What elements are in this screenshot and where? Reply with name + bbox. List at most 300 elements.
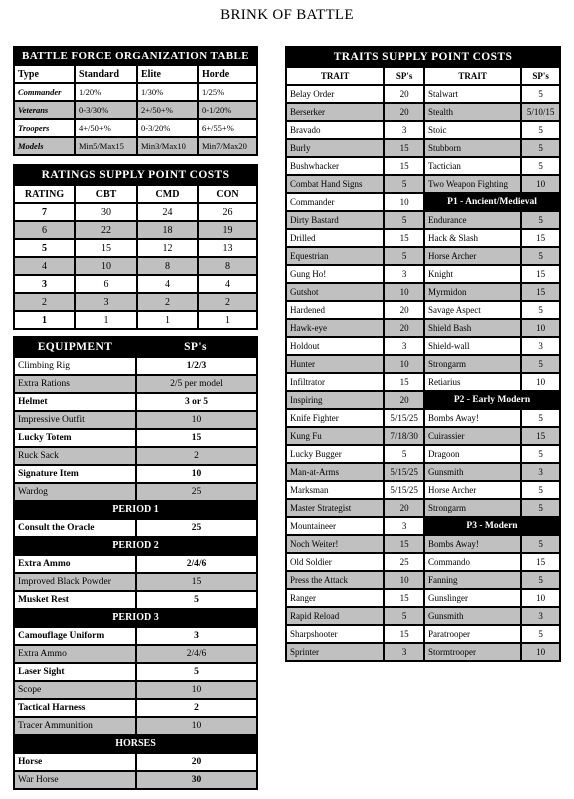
- trait-name: Sharpshooter: [287, 626, 383, 642]
- table-cell: 4: [199, 276, 256, 292]
- trait-cost: 20: [385, 104, 423, 120]
- table-row: [15, 664, 256, 680]
- equipment-name: Extra Ammo: [15, 646, 135, 662]
- equipment-name: Laser Sight: [15, 664, 135, 680]
- table-cell: Min7/Max20: [199, 138, 256, 154]
- equipment-name: Tactical Harness: [15, 700, 135, 716]
- equipment-table: [13, 336, 258, 790]
- table-row: [15, 574, 256, 590]
- table-cell: 18: [138, 222, 197, 238]
- trait-cost: 20: [385, 320, 423, 336]
- trait-name: Press the Attack: [287, 572, 383, 588]
- table-cell: 6: [76, 276, 136, 292]
- table-cell: 26: [199, 204, 256, 220]
- table-row: [15, 718, 256, 734]
- column-header: CON: [199, 186, 256, 202]
- trait-name: Equestrian: [287, 248, 383, 264]
- equipment-cost: 2/4/6: [137, 556, 256, 572]
- table-cell: 30: [76, 204, 136, 220]
- trait-name: Master Strategist: [287, 500, 383, 516]
- table-row: [15, 258, 256, 274]
- table-cell: 8: [199, 258, 256, 274]
- row-label: Troopers: [15, 120, 74, 136]
- traits-table: [285, 46, 561, 662]
- table-cell: 13: [199, 240, 256, 256]
- table-cell: 2: [138, 294, 197, 310]
- table-row: [15, 556, 256, 572]
- equipment-cost: 3: [137, 628, 256, 644]
- trait-name: Dirty Bastard: [287, 212, 383, 228]
- table-row: [15, 700, 256, 716]
- equipment-name: Wardog: [15, 484, 135, 500]
- table-row: [287, 500, 559, 516]
- trait-cost: 15: [385, 590, 423, 606]
- period-section-header: P3 - Modern: [425, 518, 559, 534]
- trait-name: Noch Weiter!: [287, 536, 383, 552]
- table-row: [287, 410, 559, 426]
- trait-cost: 5/10/15: [522, 104, 559, 120]
- equipment-cost: 15: [137, 430, 256, 446]
- equipment-cost: 5: [137, 664, 256, 680]
- trait-name: Stubborn: [425, 140, 520, 156]
- trait-name: Infiltrator: [287, 374, 383, 390]
- trait-cost: 15: [385, 536, 423, 552]
- trait-cost: 5: [385, 608, 423, 624]
- table-row: [287, 266, 559, 282]
- trait-cost: 20: [385, 392, 423, 408]
- trait-cost: 3: [522, 608, 559, 624]
- trait-name: Knight: [425, 266, 520, 282]
- trait-cost: 5: [522, 86, 559, 102]
- trait-cost: 5: [522, 626, 559, 642]
- table-row: [287, 320, 559, 336]
- table-row: [287, 356, 559, 372]
- rating-value: 4: [15, 258, 74, 274]
- trait-cost: 5/15/25: [385, 410, 423, 426]
- trait-cost: 20: [385, 86, 423, 102]
- table-row: [15, 466, 256, 482]
- table-row: [287, 338, 559, 354]
- equipment-cost: 1/2/3: [137, 358, 256, 374]
- trait-name: Hawk-eye: [287, 320, 383, 336]
- equipment-name: Improved Black Powder: [15, 574, 135, 590]
- table-row: [287, 392, 559, 408]
- equipment-cost: 2/4/6: [137, 646, 256, 662]
- table-cell: Min3/Max10: [138, 138, 197, 154]
- table-cell: 1/25%: [199, 84, 256, 100]
- trait-name: Stoic: [425, 122, 520, 138]
- equipment-column-header: EQUIPMENT: [37, 341, 113, 353]
- table-row: [15, 102, 256, 118]
- trait-name: Fanning: [425, 572, 520, 588]
- table-cell: 8: [138, 258, 197, 274]
- trait-cost: 3: [385, 338, 423, 354]
- trait-name: Commando: [425, 554, 520, 570]
- table-cell: 1: [138, 312, 197, 328]
- table-cell: 22: [76, 222, 136, 238]
- trait-cost: 20: [385, 500, 423, 516]
- table-row: [287, 446, 559, 462]
- trait-cost: 7/18/30: [385, 428, 423, 444]
- trait-cost: 5/15/25: [385, 482, 423, 498]
- table-cell: 0-1/20%: [199, 102, 256, 118]
- trait-cost: 15: [385, 140, 423, 156]
- trait-name: Stealth: [425, 104, 520, 120]
- trait-name: Retiarius: [425, 374, 520, 390]
- table-cell: 19: [199, 222, 256, 238]
- table-row: [15, 430, 256, 446]
- trait-name: Gunslinger: [425, 590, 520, 606]
- column-header: RATING: [15, 186, 74, 202]
- table-row: [15, 240, 256, 256]
- trait-name: Cuirassier: [425, 428, 520, 444]
- table-cell: 0-3/20%: [138, 120, 197, 136]
- column-header: Standard: [76, 66, 136, 82]
- rating-value: 1: [15, 312, 74, 328]
- equipment-cost: 2: [137, 448, 256, 464]
- organization-table: [13, 46, 258, 156]
- trait-cost: 5: [385, 176, 423, 192]
- table-row: [287, 212, 559, 228]
- table-row: [15, 358, 256, 374]
- trait-cost: 15: [522, 428, 559, 444]
- table-row: [287, 86, 559, 102]
- table-cell: 2+/50+%: [138, 102, 197, 118]
- trait-cost: 5: [522, 446, 559, 462]
- table-cell: 1/20%: [76, 84, 136, 100]
- row-label: Models: [15, 138, 74, 154]
- equipment-name: Helmet: [15, 394, 135, 410]
- table-row: [287, 248, 559, 264]
- trait-name: Strongarm: [425, 500, 520, 516]
- trait-name: Shield-wall: [425, 338, 520, 354]
- table-row: [287, 554, 559, 570]
- trait-name: Drilled: [287, 230, 383, 246]
- ratings-table-column-headers: [15, 186, 256, 202]
- trait-name: Burly: [287, 140, 383, 156]
- trait-name: Myrmidon: [425, 284, 520, 300]
- table-cell: 15: [76, 240, 136, 256]
- trait-cost: 3: [385, 122, 423, 138]
- trait-name: Old Soldier: [287, 554, 383, 570]
- trait-name: Dragoon: [425, 446, 520, 462]
- equipment-cost: 10: [137, 412, 256, 428]
- trait-name: Stormtrooper: [425, 644, 520, 660]
- section-header-period-2: PERIOD 2: [112, 540, 159, 551]
- trait-cost: 5: [385, 212, 423, 228]
- trait-cost: 5: [522, 248, 559, 264]
- equipment-cost: 2: [137, 700, 256, 716]
- table-row: [15, 628, 256, 644]
- rating-value: 7: [15, 204, 74, 220]
- trait-cost: 10: [385, 194, 423, 210]
- organization-table-header: BATTLE FORCE ORGANIZATION TABLE: [21, 50, 250, 62]
- equipment-cost: 20: [137, 754, 256, 770]
- trait-cost: 5: [522, 302, 559, 318]
- trait-cost: 5: [522, 482, 559, 498]
- column-header: Type: [15, 66, 74, 82]
- table-row: [15, 412, 256, 428]
- period-section-header: P2 - Early Modern: [425, 392, 559, 408]
- table-row: [287, 158, 559, 174]
- table-row: [287, 230, 559, 246]
- table-row: [15, 276, 256, 292]
- table-row: [15, 520, 256, 536]
- equipment-name: Musket Rest: [15, 592, 135, 608]
- trait-cost: 3: [385, 266, 423, 282]
- trait-name: Combat Hand Signs: [287, 176, 383, 192]
- trait-cost: 5: [522, 212, 559, 228]
- table-row: [287, 518, 559, 534]
- table-cell: 1: [199, 312, 256, 328]
- equipment-cost: 10: [137, 718, 256, 734]
- trait-name: Gunsmith: [425, 464, 520, 480]
- table-row: [15, 376, 256, 392]
- row-label: Commander: [15, 84, 74, 100]
- ratings-table: [13, 164, 258, 330]
- table-cell: 3: [76, 294, 136, 310]
- trait-name: Commander: [287, 194, 383, 210]
- trait-name: Strongarm: [425, 356, 520, 372]
- equipment-name: Tracer Ammunition: [15, 718, 135, 734]
- table-cell: Min5/Max15: [76, 138, 136, 154]
- trait-name: Holdout: [287, 338, 383, 354]
- trait-name: Gutshot: [287, 284, 383, 300]
- trait-cost: 10: [385, 356, 423, 372]
- traits-table-column-headers: [287, 68, 559, 84]
- trait-name: Belay Order: [287, 86, 383, 102]
- table-row: [287, 482, 559, 498]
- trait-name: Man-at-Arms: [287, 464, 383, 480]
- trait-name: Knife Fighter: [287, 410, 383, 426]
- table-row: [287, 608, 559, 624]
- section-header-period-3: PERIOD 3: [112, 612, 159, 623]
- table-row: [287, 644, 559, 660]
- rating-value: 5: [15, 240, 74, 256]
- trait-name: Savage Aspect: [425, 302, 520, 318]
- trait-name: Gung Ho!: [287, 266, 383, 282]
- trait-name: Ranger: [287, 590, 383, 606]
- table-row: [287, 122, 559, 138]
- trait-cost: 20: [385, 302, 423, 318]
- section-header-horses: HORSES: [115, 738, 156, 749]
- trait-cost: 3: [385, 518, 423, 534]
- table-row: [287, 284, 559, 300]
- trait-cost: 10: [522, 374, 559, 390]
- trait-name: Hack & Slash: [425, 230, 520, 246]
- table-row: [15, 592, 256, 608]
- trait-cost: 5/15/25: [385, 464, 423, 480]
- trait-cost: 15: [385, 230, 423, 246]
- trait-cost: 10: [522, 320, 559, 336]
- trait-cost: 10: [385, 284, 423, 300]
- equipment-cost: 5: [137, 592, 256, 608]
- equipment-name: Climbing Rig: [15, 358, 135, 374]
- table-row: [15, 448, 256, 464]
- equipment-name: Scope: [15, 682, 135, 698]
- trait-cost: 10: [522, 590, 559, 606]
- column-header: CBT: [76, 186, 136, 202]
- table-row: [287, 140, 559, 156]
- trait-cost: 15: [522, 266, 559, 282]
- trait-name: Tactician: [425, 158, 520, 174]
- trait-name: Bravado: [287, 122, 383, 138]
- trait-cost: 25: [385, 554, 423, 570]
- traits-rows: [287, 86, 559, 660]
- trait-name: Bombs Away!: [425, 410, 520, 426]
- equipment-cost: 10: [137, 466, 256, 482]
- equipment-name: Lucky Totem: [15, 430, 135, 446]
- table-row: [15, 294, 256, 310]
- equipment-name: Horse: [15, 754, 135, 770]
- trait-name: Two Weapon Fighting: [425, 176, 520, 192]
- column-header: TRAIT: [287, 68, 383, 84]
- column-header: CMD: [138, 186, 197, 202]
- trait-cost: 15: [385, 626, 423, 642]
- trait-cost: 5: [522, 122, 559, 138]
- traits-table-header: TRAITS SUPPLY POINT COSTS: [333, 51, 513, 63]
- equipment-name: Extra Ammo: [15, 556, 135, 572]
- table-row: [287, 104, 559, 120]
- trait-name: Inspiring: [287, 392, 383, 408]
- trait-name: Bushwhacker: [287, 158, 383, 174]
- sp-column-header: SP's: [184, 341, 207, 353]
- ratings-table-header: RATINGS SUPPLY POINT COSTS: [41, 169, 230, 181]
- trait-cost: 5: [522, 572, 559, 588]
- trait-cost: 5: [522, 158, 559, 174]
- trait-name: Hardened: [287, 302, 383, 318]
- row-label: Veterans: [15, 102, 74, 118]
- trait-cost: 15: [385, 158, 423, 174]
- trait-name: Sprinter: [287, 644, 383, 660]
- table-cell: 1/30%: [138, 84, 197, 100]
- trait-cost: 15: [522, 284, 559, 300]
- equipment-name: Consult the Oracle: [15, 520, 135, 536]
- table-row: [15, 754, 256, 770]
- table-cell: 0-3/30%: [76, 102, 136, 118]
- column-header: SP's: [385, 68, 423, 84]
- table-cell: 12: [138, 240, 197, 256]
- column-header: SP's: [522, 68, 559, 84]
- period-section-header: P1 - Ancient/Medieval: [425, 194, 559, 210]
- trait-name: Kung Fu: [287, 428, 383, 444]
- table-row: [287, 626, 559, 642]
- trait-cost: 5: [385, 446, 423, 462]
- table-row: [15, 484, 256, 500]
- trait-cost: 15: [522, 230, 559, 246]
- table-row: [15, 120, 256, 136]
- table-row: [15, 682, 256, 698]
- trait-cost: 5: [522, 500, 559, 516]
- trait-cost: 5: [522, 140, 559, 156]
- trait-cost: 3: [522, 464, 559, 480]
- equipment-name: Extra Rations: [15, 376, 135, 392]
- table-row: [15, 222, 256, 238]
- trait-name: Gunsmith: [425, 608, 520, 624]
- equipment-cost: 2/5 per model: [137, 376, 256, 392]
- table-row: [287, 176, 559, 192]
- column-header: TRAIT: [425, 68, 520, 84]
- trait-name: Stalwart: [425, 86, 520, 102]
- trait-name: Mountaineer: [287, 518, 383, 534]
- page-title: BRINK OF BATTLE: [220, 7, 354, 23]
- table-row: [15, 394, 256, 410]
- rating-value: 3: [15, 276, 74, 292]
- trait-cost: 3: [385, 644, 423, 660]
- table-row: [287, 464, 559, 480]
- section-header-period-1: PERIOD 1: [112, 504, 159, 515]
- rating-value: 6: [15, 222, 74, 238]
- trait-cost: 5: [522, 536, 559, 552]
- trait-cost: 15: [522, 554, 559, 570]
- table-cell: 2: [199, 294, 256, 310]
- table-cell: 24: [138, 204, 197, 220]
- trait-name: Endurance: [425, 212, 520, 228]
- table-row: [287, 374, 559, 390]
- table-row: [15, 312, 256, 328]
- table-row: [15, 204, 256, 220]
- table-row: [287, 428, 559, 444]
- trait-name: Paratrooper: [425, 626, 520, 642]
- equipment-name: Signature Item: [15, 466, 135, 482]
- table-row: [15, 772, 256, 788]
- trait-cost: 10: [385, 572, 423, 588]
- table-cell: 10: [76, 258, 136, 274]
- trait-name: Shield Bash: [425, 320, 520, 336]
- table-row: [287, 194, 559, 210]
- equipment-name: Ruck Sack: [15, 448, 135, 464]
- trait-cost: 5: [522, 410, 559, 426]
- trait-cost: 10: [522, 644, 559, 660]
- table-row: [287, 302, 559, 318]
- table-row: [287, 536, 559, 552]
- trait-name: Bombs Away!: [425, 536, 520, 552]
- table-row: [287, 590, 559, 606]
- trait-name: Horse Archer: [425, 248, 520, 264]
- equipment-cost: 3 or 5: [137, 394, 256, 410]
- trait-name: Marksman: [287, 482, 383, 498]
- table-row: [15, 646, 256, 662]
- trait-cost: 10: [522, 176, 559, 192]
- trait-name: Horse Archer: [425, 482, 520, 498]
- trait-name: Lucky Bugger: [287, 446, 383, 462]
- table-cell: 4+/50+%: [76, 120, 136, 136]
- equipment-name: Camouflage Uniform: [15, 628, 135, 644]
- trait-name: Rapid Reload: [287, 608, 383, 624]
- equipment-table-header: [15, 338, 256, 356]
- trait-name: Berserker: [287, 104, 383, 120]
- rating-value: 2: [15, 294, 74, 310]
- column-header: Elite: [138, 66, 197, 82]
- trait-cost: 5: [522, 356, 559, 372]
- equipment-name: War Horse: [15, 772, 135, 788]
- equipment-cost: 15: [137, 574, 256, 590]
- equipment-cost: 25: [137, 484, 256, 500]
- table-cell: 1: [76, 312, 136, 328]
- table-row: [287, 572, 559, 588]
- organization-table-column-headers: [15, 66, 256, 82]
- equipment-name: Impressive Outfit: [15, 412, 135, 428]
- trait-cost: 15: [385, 374, 423, 390]
- trait-cost: 5: [385, 248, 423, 264]
- table-cell: 4: [138, 276, 197, 292]
- table-row: [15, 84, 256, 100]
- column-header: Horde: [199, 66, 256, 82]
- trait-cost: 3: [522, 338, 559, 354]
- equipment-cost: 25: [137, 520, 256, 536]
- table-row: [15, 138, 256, 154]
- equipment-cost: 10: [137, 682, 256, 698]
